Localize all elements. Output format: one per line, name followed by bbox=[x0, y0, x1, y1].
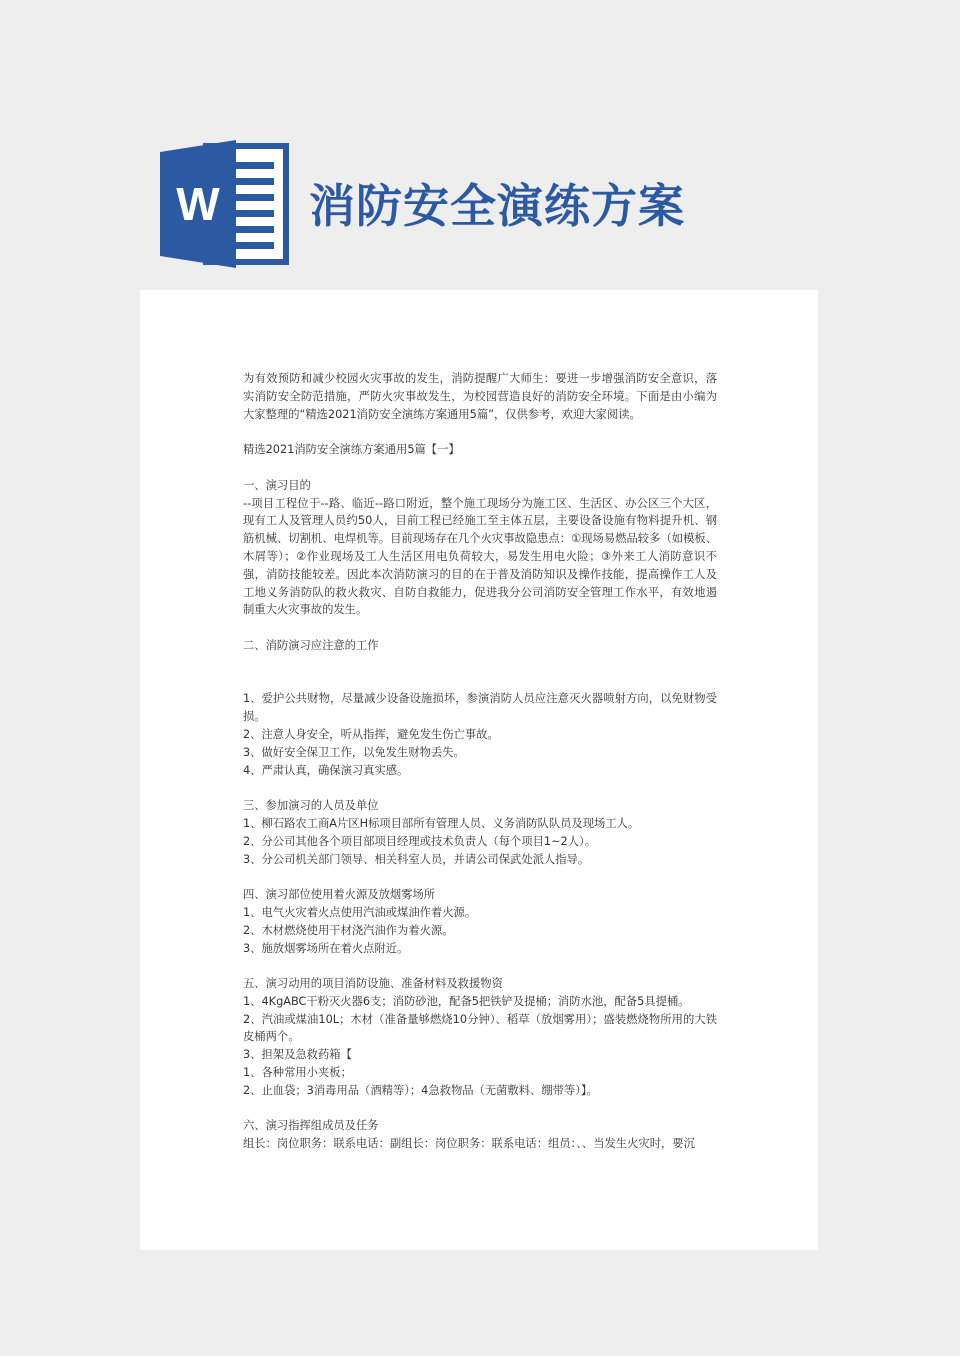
list-item: 2、木材燃烧使用干材浇汽油作为着火源。 bbox=[243, 923, 454, 937]
list-item: 4、严肃认真，确保演习真实感。 bbox=[243, 763, 409, 777]
list-item: 1、电气火灾着火点使用汽油或煤油作着火源。 bbox=[243, 905, 477, 919]
list-item: 3、施放烟雾场所在着火点附近。 bbox=[243, 941, 409, 955]
section-heading-3: 三、参加演习的人员及单位 bbox=[243, 799, 379, 813]
list-item: 3、做好安全保卫工作，以免发生财物丢失。 bbox=[243, 745, 465, 759]
document-body bbox=[243, 370, 717, 1153]
section-heading-6: 六、演习指挥组成员及任务 bbox=[243, 1119, 379, 1133]
intro-paragraph: 为有效预防和减少校园火灾事故的发生，消防提醒广大师生：要进一步增强消防安全意识，落实消防安全防范措施，严防火灾事故发生，为校园营造良好的消防安全环境。下面是由小编为大家整理的“精选2021消防安全演练方案通用5篇”，仅供参考，欢迎大家阅读。 bbox=[243, 372, 717, 421]
list-item: 1、爱护公共财物，尽量减少设备设施损坏，参演消防人员应注意灭火器喷射方向，以免财物受损。 bbox=[243, 692, 717, 724]
article-title: 精选2021消防安全演练方案通用5篇【一】 bbox=[243, 443, 460, 457]
list-item: 2、分公司其他各个项目部项目经理或技术负责人（每个项目1~2人）。 bbox=[243, 834, 596, 848]
list-item: 2、汽油或煤油10L；木材（准备量够燃烧10分钟）、稻草（放烟雾用）；盛装燃烧物所用的大铁皮桶两个。 bbox=[243, 1012, 717, 1044]
section-heading-5: 五、演习动用的项目消防设施、准备材料及救援物资 bbox=[243, 977, 503, 991]
section-heading-1: 一、演习目的 bbox=[243, 478, 311, 492]
document-page bbox=[140, 290, 818, 1250]
document-title: 消防安全演练方案 bbox=[309, 179, 685, 233]
list-item: 3、担架及急救药箱【 bbox=[243, 1048, 352, 1062]
word-document-icon bbox=[158, 138, 290, 270]
list-item: 3、分公司机关部门领导、相关科室人员，并请公司保武处派人指导。 bbox=[243, 852, 590, 866]
list-item: 1、各种常用小夹板； bbox=[243, 1066, 352, 1080]
section-heading-2: 二、消防演习应注意的工作 bbox=[243, 638, 379, 652]
list-item: 1、柳石路农工商A片区H标项目部所有管理人员、义务消防队队员及现场工人。 bbox=[243, 816, 640, 830]
section-body-6: 组长：岗位职务：联系电话：副组长：岗位职务：联系电话：组员：、、当发生火灾时，要沉 bbox=[243, 1137, 695, 1151]
section-body-1: --项目工程位于--路、临近--路口附近，整个施工现场分为施工区、生活区、办公区三个大区，现有工人及管理人员约50人，目前工程已经施工至主体五层，主要设备设施有物料提升机、钢筋机械、切割机、电焊机等。目前现场存在几个火灾事故隐患点：①现场易燃品较多（如模板、木屑等）；②作业现场及工人生活区用电负荷较大，易发生用电火险；③外来工人消防意识不强，消防技能较差。因此本次消防演习的目的在于普及消防知识及操作技能，提高操作工人及工地义务消防队的救火救灾、自防自救能力，促进我分公司消防安全管理工作水平，有效地遏制重大火灾事故的发生。 bbox=[243, 496, 717, 617]
list-item: 2、止血袋；3消毒用品（酒精等）；4急救物品（无菌敷料、绷带等）】。 bbox=[243, 1083, 598, 1097]
list-item: 2、注意人身安全，听从指挥，避免发生伤亡事故。 bbox=[243, 727, 499, 741]
word-logo-letter: W bbox=[176, 178, 220, 230]
document-header bbox=[0, 0, 960, 290]
section-heading-4: 四、演习部位使用着火源及放烟雾场所 bbox=[243, 888, 436, 902]
list-item: 1、4KgABC干粉灭火器6支；消防砂池，配备5把铁铲及提桶；消防水池，配备5具提桶。 bbox=[243, 994, 690, 1008]
